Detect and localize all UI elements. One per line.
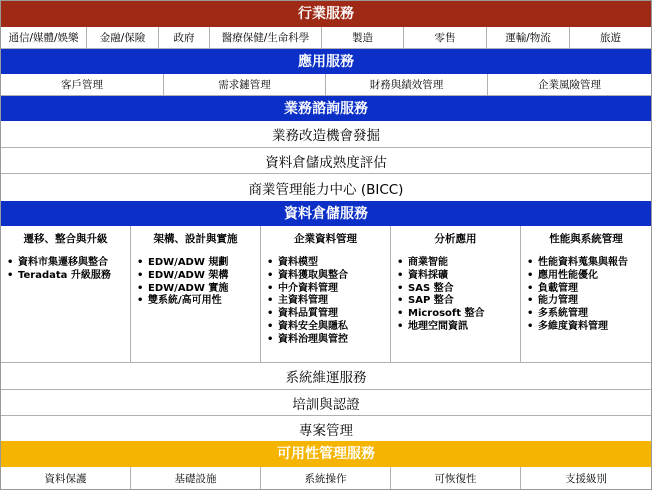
list-item: • EDW/ADW 實施 xyxy=(148,283,260,296)
column-list xyxy=(1,257,130,283)
list-item: • 能力管理 xyxy=(538,295,651,308)
application-item: 企業風險管理 xyxy=(538,79,601,91)
list-item: • 多系統管理 xyxy=(538,308,651,321)
list-item: • 資料採礦 xyxy=(408,270,520,283)
list-item: • 負載管理 xyxy=(538,283,651,296)
list-item: • 資料獲取與整合 xyxy=(278,270,390,283)
list-item: • 中介資料管理 xyxy=(278,283,390,296)
industry-item: 金融/保險 xyxy=(87,27,159,48)
industry-item: 通信/媒體/娛樂 xyxy=(1,27,87,48)
list-item: • 雙系統/高可用性 xyxy=(148,295,260,308)
list-item: • 性能資料蒐集與報告 xyxy=(538,257,651,270)
industry-item: 旅遊 xyxy=(600,32,621,44)
warehouse-column xyxy=(391,226,521,362)
availability-item: 系統操作 xyxy=(261,467,391,489)
column-title: 遷移、整合與升級 xyxy=(23,233,108,245)
warehouse-column xyxy=(261,226,391,362)
availability-item: 可恢復性 xyxy=(391,467,521,489)
list-item: • SAP 整合 xyxy=(408,295,520,308)
list-item: • 主資料管理 xyxy=(278,295,390,308)
list-item: • EDW/ADW 規劃 xyxy=(148,257,260,270)
application-item: 需求鏈管理 xyxy=(164,74,326,95)
availability-item: 基礎設施 xyxy=(131,467,261,489)
warehouse-services-title: 資料倉儲服務 xyxy=(284,205,368,222)
warehouse-columns xyxy=(1,226,651,363)
application-item: 客戶管理 xyxy=(1,74,164,95)
consulting-item: 商業管理能力中心 (BICC) xyxy=(248,181,404,198)
column-list xyxy=(391,257,520,334)
column-title: 企業資料管理 xyxy=(294,233,357,245)
list-item: • 資料市集遷移與整合 xyxy=(18,257,130,270)
column-list xyxy=(131,257,260,308)
warehouse-column xyxy=(521,226,651,362)
service-item: 專案管理 xyxy=(299,422,353,439)
industry-services-title: 行業服務 xyxy=(298,6,354,22)
column-title: 性能與系統管理 xyxy=(549,233,623,245)
industry-item: 製造 xyxy=(322,27,404,48)
availability-row xyxy=(1,467,651,489)
availability-item: 支援級別 xyxy=(565,472,607,485)
industry-item: 醫療保健/生命科學 xyxy=(210,27,322,48)
application-row xyxy=(1,74,651,96)
warehouse-services-header xyxy=(1,201,651,226)
industry-item: 運輸/物流 xyxy=(487,27,570,48)
availability-item: 資料保護 xyxy=(1,467,131,489)
list-item: • 多維度資料管理 xyxy=(538,321,651,334)
availability-services-title: 可用性管理服務 xyxy=(277,446,375,462)
column-list xyxy=(521,257,651,334)
list-item: • 資料安全與隱私 xyxy=(278,321,390,334)
warehouse-column xyxy=(131,226,261,362)
list-item: • 地理空間資訊 xyxy=(408,321,520,334)
application-item: 財務與績效管理 xyxy=(326,74,488,95)
column-title: 架構、設計與實施 xyxy=(153,233,238,245)
list-item: • Microsoft 整合 xyxy=(408,308,520,321)
list-item: • SAS 整合 xyxy=(408,283,520,296)
list-item: • 資料模型 xyxy=(278,257,390,270)
service-item: 培訓與認證 xyxy=(1,390,651,416)
industry-services-header xyxy=(1,1,651,27)
industry-item: 零售 xyxy=(404,27,487,48)
availability-services-header xyxy=(1,441,651,467)
industry-item: 政府 xyxy=(159,27,210,48)
consulting-item: 資料倉儲成熟度評估 xyxy=(1,148,651,174)
service-item: 系統維運服務 xyxy=(1,363,651,390)
consulting-services-title: 業務諮詢服務 xyxy=(284,100,368,117)
column-list xyxy=(261,257,390,347)
list-item: • 應用性能優化 xyxy=(538,270,651,283)
list-item: • 資料品質管理 xyxy=(278,308,390,321)
consulting-services-header xyxy=(1,96,651,121)
list-item: • 商業智能 xyxy=(408,257,520,270)
list-item: • Teradata 升級服務 xyxy=(18,270,130,283)
application-services-header xyxy=(1,49,651,74)
consulting-item: 業務改造機會發掘 xyxy=(1,121,651,148)
industry-row xyxy=(1,27,651,49)
application-services-title: 應用服務 xyxy=(298,53,354,70)
column-title: 分析應用 xyxy=(434,233,477,245)
list-item: • EDW/ADW 架構 xyxy=(148,270,260,283)
warehouse-column xyxy=(1,226,131,362)
list-item: • 資料治理與管控 xyxy=(278,334,390,347)
